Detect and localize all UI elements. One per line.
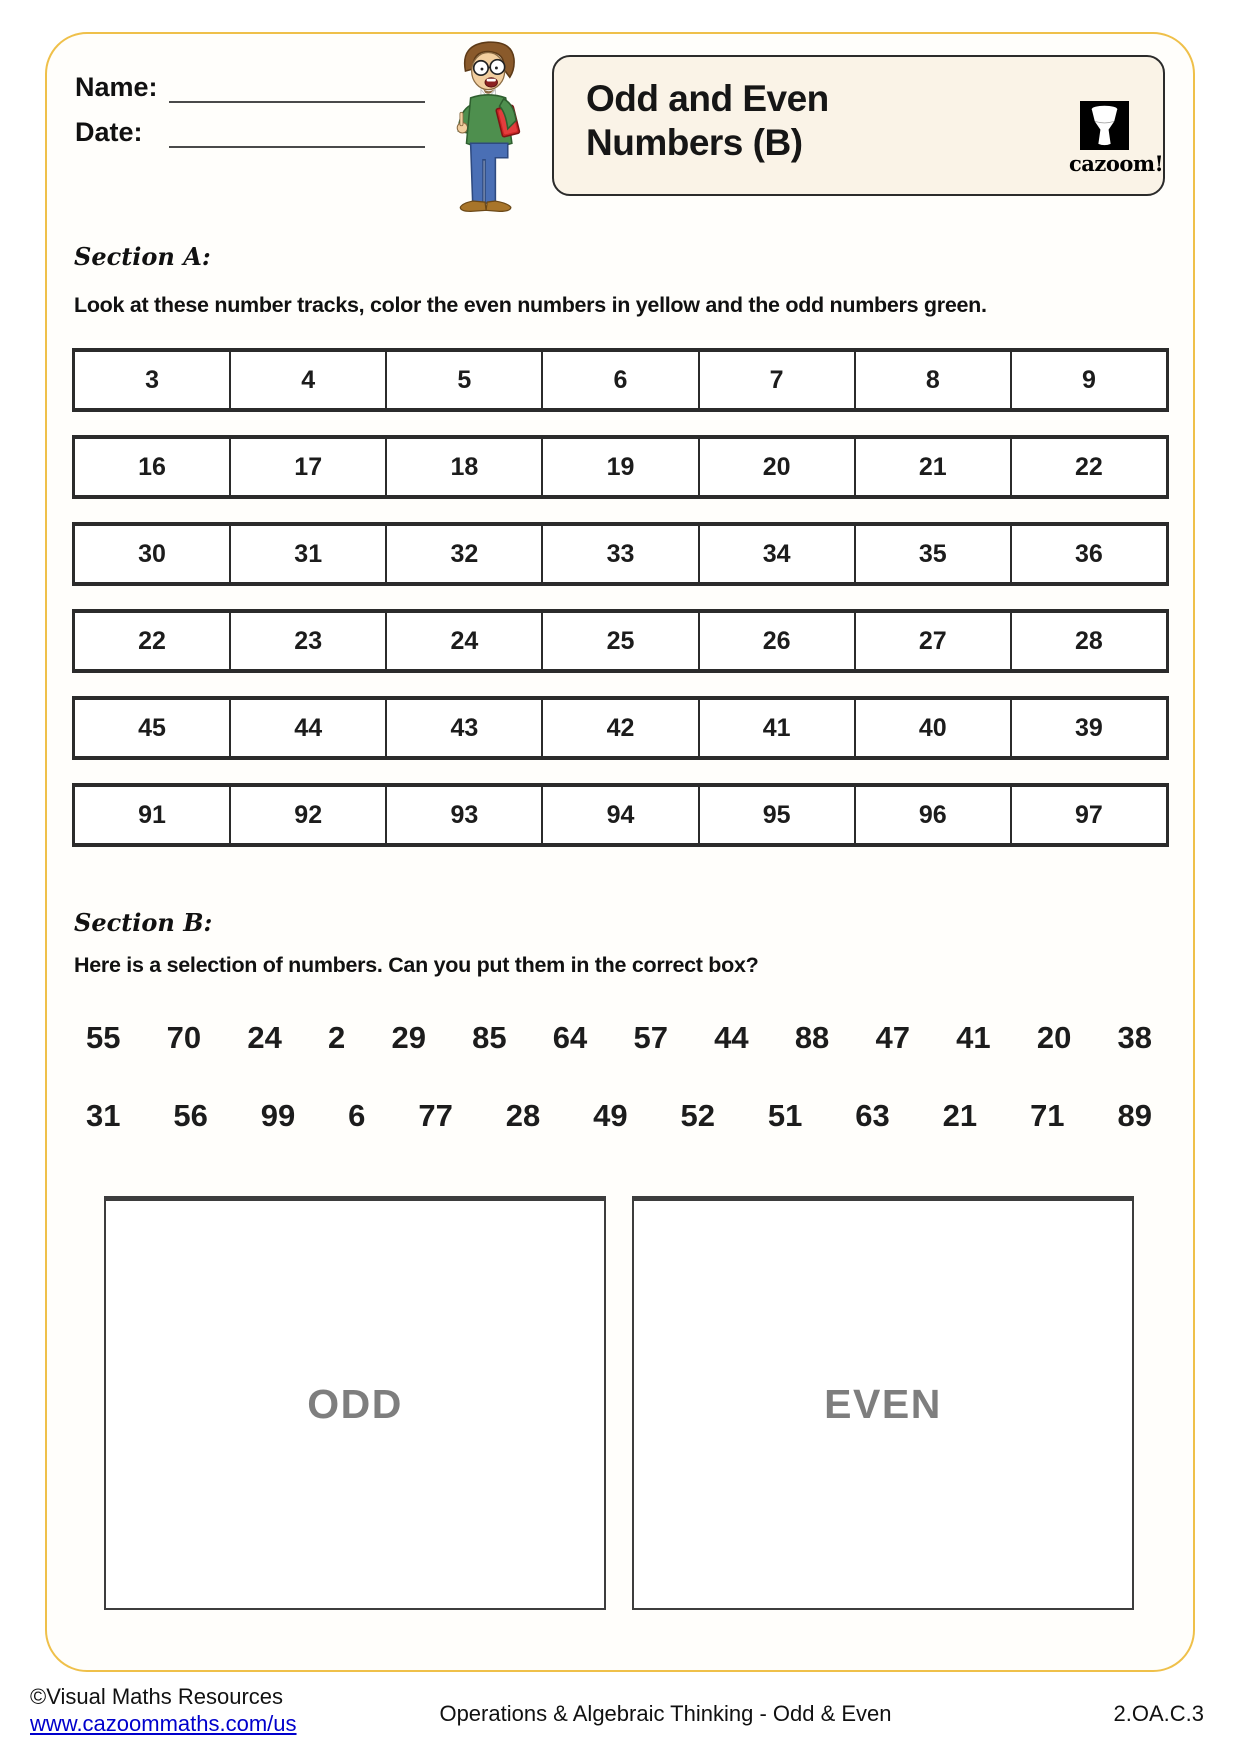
odd-box-label: ODD bbox=[307, 1381, 403, 1427]
number-tracks bbox=[72, 348, 1169, 847]
track-cell[interactable]: 26 bbox=[700, 613, 856, 669]
track-cell[interactable]: 3 bbox=[75, 352, 231, 408]
track-cell[interactable]: 43 bbox=[387, 700, 543, 756]
selection-number[interactable]: 20 bbox=[1036, 1020, 1072, 1055]
even-box[interactable] bbox=[632, 1196, 1134, 1610]
track-cell[interactable]: 28 bbox=[1075, 626, 1103, 655]
worksheet-title-box bbox=[552, 55, 1165, 196]
even-box-label: EVEN bbox=[824, 1381, 942, 1427]
title-line-2: Numbers (B) bbox=[586, 121, 803, 163]
track-row bbox=[72, 522, 1169, 586]
cazoom-logo-word: cazoom! bbox=[1069, 151, 1164, 176]
track-cell[interactable]: 92 bbox=[231, 787, 387, 843]
selection-number[interactable]: 52 bbox=[680, 1098, 715, 1133]
track-row bbox=[72, 348, 1169, 412]
selection-number[interactable]: 56 bbox=[173, 1098, 208, 1133]
odd-box[interactable] bbox=[104, 1196, 606, 1610]
selection-number[interactable]: 31 bbox=[86, 1098, 121, 1133]
selection-number[interactable]: 6 bbox=[348, 1098, 366, 1133]
track-cell[interactable]: 23 bbox=[231, 613, 387, 669]
track-cell[interactable]: 9 bbox=[1081, 365, 1096, 394]
selection-number[interactable]: 44 bbox=[714, 1020, 749, 1055]
track-row bbox=[72, 696, 1169, 760]
selection-numbers-row-1 bbox=[86, 1020, 1152, 1056]
selection-number[interactable]: 2 bbox=[328, 1020, 346, 1055]
track-cell[interactable]: 25 bbox=[543, 613, 699, 669]
teacher-illustration bbox=[430, 36, 536, 232]
footer-website-link[interactable]: www.cazoommaths.com/us bbox=[30, 1710, 297, 1736]
track-cell[interactable]: 36 bbox=[1075, 539, 1103, 568]
track-cell[interactable]: 20 bbox=[700, 439, 856, 495]
track-cell[interactable]: 42 bbox=[543, 700, 699, 756]
track-cell[interactable]: 27 bbox=[856, 613, 1012, 669]
selection-number[interactable]: 49 bbox=[593, 1098, 628, 1133]
section-b-heading: Section B: bbox=[74, 908, 213, 937]
name-label: Name: bbox=[75, 72, 158, 102]
track-cell[interactable]: 18 bbox=[387, 439, 543, 495]
section-b-instruction: Here is a selection of numbers. Can you put them in the correct box? bbox=[74, 953, 759, 977]
name-input-line[interactable] bbox=[169, 73, 425, 103]
footer-standard-code: 2.OA.C.3 bbox=[1113, 1701, 1204, 1726]
track-cell[interactable]: 32 bbox=[387, 526, 543, 582]
track-cell[interactable]: 91 bbox=[75, 787, 231, 843]
cazoom-logo bbox=[1069, 101, 1164, 176]
selection-number[interactable]: 38 bbox=[1117, 1020, 1152, 1055]
track-cell[interactable]: 44 bbox=[231, 700, 387, 756]
track-cell[interactable]: 8 bbox=[856, 352, 1012, 408]
date-input-line[interactable] bbox=[169, 118, 425, 148]
worksheet-title bbox=[586, 77, 829, 164]
selection-number[interactable]: 24 bbox=[247, 1020, 282, 1055]
track-cell[interactable]: 34 bbox=[700, 526, 856, 582]
selection-number[interactable]: 88 bbox=[794, 1020, 830, 1055]
footer-copyright: ©Visual Maths Resources bbox=[30, 1684, 284, 1709]
selection-number[interactable]: 85 bbox=[472, 1020, 507, 1055]
track-row bbox=[72, 435, 1169, 499]
name-date-block bbox=[75, 72, 425, 162]
section-a-instruction: Look at these number tracks, color the even numbers in yellow and the odd numbers green. bbox=[74, 293, 987, 317]
selection-number[interactable]: 47 bbox=[875, 1020, 910, 1055]
date-label: Date: bbox=[75, 117, 143, 147]
selection-number[interactable]: 77 bbox=[418, 1098, 453, 1133]
selection-number[interactable]: 51 bbox=[767, 1098, 803, 1133]
selection-number[interactable]: 63 bbox=[855, 1098, 890, 1133]
selection-number[interactable]: 64 bbox=[552, 1020, 588, 1055]
section-a-heading: Section A: bbox=[74, 242, 211, 271]
title-line-1: Odd and Even bbox=[586, 78, 829, 119]
footer-topic: Operations & Algebraic Thinking - Odd & Even bbox=[439, 1701, 892, 1726]
track-cell[interactable]: 45 bbox=[75, 700, 231, 756]
track-cell[interactable]: 41 bbox=[700, 700, 856, 756]
selection-number[interactable]: 99 bbox=[260, 1098, 296, 1133]
track-cell[interactable]: 6 bbox=[543, 352, 699, 408]
track-cell[interactable]: 95 bbox=[700, 787, 856, 843]
track-cell[interactable]: 7 bbox=[700, 352, 856, 408]
track-cell[interactable]: 94 bbox=[543, 787, 699, 843]
track-cell[interactable]: 39 bbox=[1075, 713, 1103, 742]
selection-number[interactable]: 41 bbox=[956, 1020, 991, 1055]
track-cell[interactable]: 93 bbox=[387, 787, 543, 843]
selection-number[interactable]: 57 bbox=[633, 1020, 668, 1055]
track-cell[interactable]: 33 bbox=[543, 526, 699, 582]
track-cell[interactable]: 17 bbox=[231, 439, 387, 495]
selection-number[interactable]: 29 bbox=[391, 1020, 426, 1055]
djembe-drum-icon bbox=[1080, 101, 1129, 150]
track-cell[interactable]: 30 bbox=[75, 526, 231, 582]
track-cell[interactable]: 22 bbox=[75, 613, 231, 669]
track-cell[interactable]: 5 bbox=[387, 352, 543, 408]
selection-number[interactable]: 55 bbox=[86, 1020, 121, 1055]
track-cell[interactable]: 22 bbox=[1075, 452, 1103, 481]
track-cell[interactable]: 97 bbox=[1075, 800, 1103, 829]
selection-number[interactable]: 71 bbox=[1030, 1098, 1065, 1133]
selection-number[interactable]: 28 bbox=[505, 1098, 541, 1133]
track-cell[interactable]: 24 bbox=[387, 613, 543, 669]
selection-number[interactable]: 21 bbox=[942, 1098, 978, 1133]
selection-number[interactable]: 89 bbox=[1117, 1098, 1152, 1133]
selection-numbers-row-2 bbox=[86, 1098, 1152, 1134]
track-row bbox=[72, 609, 1169, 673]
track-row bbox=[72, 783, 1169, 847]
track-cell[interactable]: 16 bbox=[75, 439, 231, 495]
track-cell[interactable]: 40 bbox=[856, 700, 1012, 756]
selection-number[interactable]: 70 bbox=[166, 1020, 202, 1055]
track-cell[interactable]: 35 bbox=[856, 526, 1012, 582]
track-cell[interactable]: 21 bbox=[856, 439, 1012, 495]
track-cell[interactable]: 31 bbox=[231, 526, 387, 582]
track-cell[interactable]: 19 bbox=[543, 439, 699, 495]
track-cell[interactable]: 96 bbox=[856, 787, 1012, 843]
track-cell[interactable]: 4 bbox=[231, 352, 387, 408]
